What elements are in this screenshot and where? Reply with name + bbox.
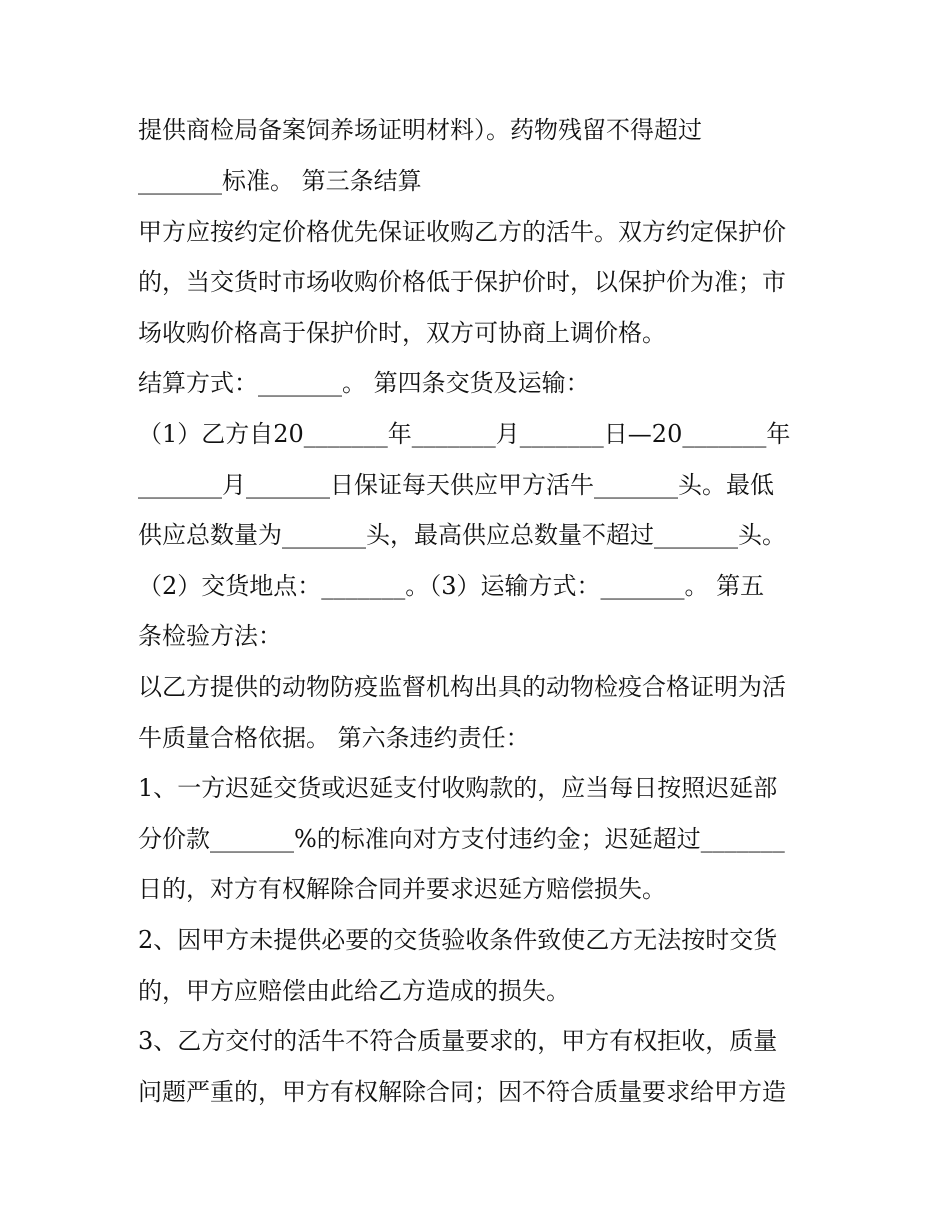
text-line: 甲方应按约定价格优先保证收购乙方的活牛。双方约定保护价 [138,218,786,246]
text-line: 的，当交货时市场收购价格低于保护价时，以保护价为准；市 [138,268,786,296]
text-line: 牛质量合格依据。 第六条违约责任： [138,724,530,752]
text-line: 问题严重的，甲方有权解除合同；因不符合质量要求给甲方造 [138,1078,786,1106]
text-line: 1、一方迟延交货或迟延支付收购款的，应当每日按照迟延部 [138,774,778,802]
text-line: 场收购价格高于保护价时，双方可协商上调价格。 [138,319,666,347]
text-line: _______标准。 第三条结算 [138,167,422,195]
text-line: 供应总数量为_______头，最高供应总数量不超过_______头。 [138,521,786,549]
text-line: 3、乙方交付的活牛不符合质量要求的，甲方有权拒收，质量 [138,1027,778,1055]
text-line: （2）交货地点：_______。（3）运输方式：_______。 第五 [138,572,765,600]
text-line: 以乙方提供的动物防疫监督机构出具的动物检疫合格证明为活 [138,673,786,701]
text-line: 结算方式：_______。 第四条交货及运输： [138,369,590,397]
text-line: 提供商检局备案饲养场证明材料）。药物残留不得超过 [138,116,702,144]
text-line: 2、因甲方未提供必要的交货验收条件致使乙方无法按时交货 [138,926,778,954]
text-line: _______月_______日保证每天供应甲方活牛_______头。最低 [138,471,774,499]
text-line: 条检验方法： [138,622,282,650]
text-line: 分价款_______%的标准向对方支付违约金；迟延超过_______ [138,825,785,853]
text-line: 的，甲方应赔偿由此给乙方造成的损失。 [138,977,570,1005]
text-line: 日的，对方有权解除合同并要求迟延方赔偿损失。 [138,875,666,903]
text-line: （1）乙方自20_______年_______月_______日—20_______年 [138,420,791,448]
